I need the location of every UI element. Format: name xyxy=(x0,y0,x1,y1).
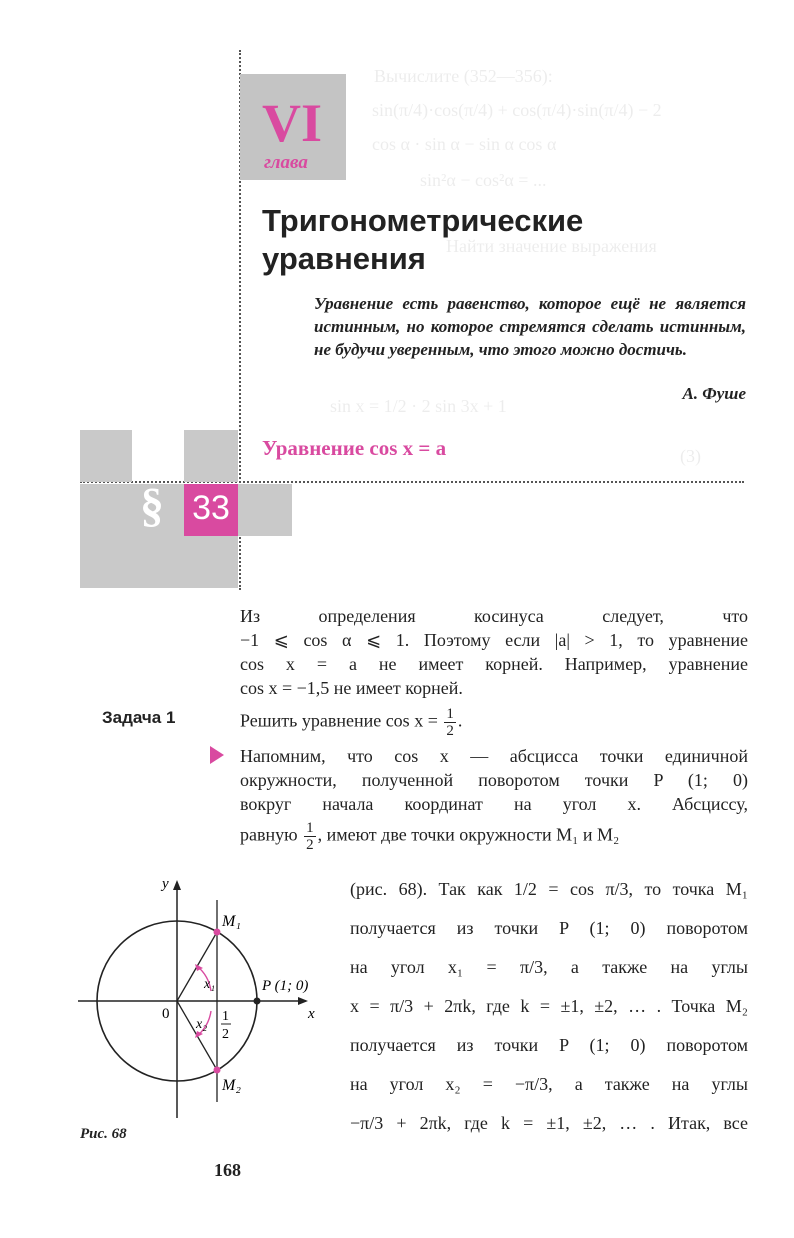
fraction xyxy=(304,820,316,853)
fraction xyxy=(444,706,456,739)
text-line: получается из точки P (1; 0) поворотом xyxy=(350,918,748,938)
chapter-title xyxy=(262,202,583,278)
task-label: Задача 1 xyxy=(102,708,176,727)
solution-paragraph xyxy=(240,744,748,853)
deco-block xyxy=(80,484,184,588)
deco-block xyxy=(184,536,238,588)
origin-label: 0 xyxy=(162,1006,170,1022)
task-tail: . xyxy=(457,710,463,731)
text-line: x = π/3 + 2πk, где k = ±1, ±2, … . Точка M₂ xyxy=(350,996,748,1016)
x2-label: x₂ xyxy=(196,1017,208,1032)
text-line xyxy=(240,820,748,853)
page-number: 168 xyxy=(214,1160,241,1180)
unit-circle-figure xyxy=(78,870,340,1120)
text-line: cos x = −1,5 не имеет корней. xyxy=(240,678,463,698)
fraction-numerator: 1 xyxy=(446,706,454,722)
deco-block xyxy=(238,484,292,536)
chapter-title-line: уравнения xyxy=(262,241,426,276)
section-sign-icon: § xyxy=(140,479,164,532)
deco-block xyxy=(80,430,132,482)
deco-block xyxy=(184,430,238,482)
point-m1 xyxy=(214,929,221,936)
x-axis-label: x xyxy=(308,1006,315,1022)
half-denominator: 2 xyxy=(222,1027,229,1042)
text-line: окружности, полученной поворотом точки P (1; 0) xyxy=(240,770,748,790)
text-line: Из определения косинуса следует, что xyxy=(240,606,748,626)
y-axis-arrow-icon xyxy=(173,880,181,890)
text-fragment: равную xyxy=(240,824,298,845)
p-label: P (1; 0) xyxy=(262,978,309,994)
epigraph: Уравнение есть равенство, которое ещё не является истинным, но которое стремятся сделать истинным, не будучи уверенным, что этого можно достичь. xyxy=(314,294,746,359)
epigraph-author: А. Фуше xyxy=(682,384,746,403)
text-line: −1 ⩽ cos α ⩽ 1. Поэтому если |a| > 1, то уравнение xyxy=(240,630,748,650)
half-numerator: 1 xyxy=(222,1009,229,1024)
text-line: на угол x₂ = −π/3, а также на углы xyxy=(350,1074,748,1094)
y-axis-label: y xyxy=(162,876,169,892)
text-line: −π/3 + 2πk, где k = ±1, ±2, … . Итак, все xyxy=(350,1113,748,1133)
section-number: 33 xyxy=(192,489,230,527)
section-title: Уравнение cos x = a xyxy=(262,436,447,460)
m1-label: M₁ xyxy=(222,913,241,930)
text-fragment: , имеют две точки окружности M₁ и M₂ xyxy=(317,824,620,845)
solution-arrow-icon xyxy=(210,746,224,764)
task-text: Решить уравнение cos x = xyxy=(240,710,438,731)
text-line: вокруг начала координат на угол x. Абсциссу, xyxy=(240,794,748,814)
right-column-text xyxy=(350,870,748,1143)
figure-caption: Рис. 68 xyxy=(80,1126,127,1142)
m2-label: M₂ xyxy=(222,1077,241,1094)
x1-label: x₁ xyxy=(204,977,216,992)
guide-line-horizontal xyxy=(80,481,744,483)
fraction-denominator: 2 xyxy=(446,723,454,739)
text-line: получается из точки P (1; 0) поворотом xyxy=(350,1035,748,1055)
point-m2 xyxy=(214,1067,221,1074)
chapter-title-line: Тригонометрические xyxy=(262,203,584,238)
text-line: (рис. 68). Так как 1/2 = cos π/3, то точка M₁ xyxy=(350,879,748,899)
chapter-label: глава xyxy=(264,152,308,173)
text-line: на угол x₁ = π/3, а также на углы xyxy=(350,957,748,977)
x-axis-arrow-icon xyxy=(298,997,308,1005)
fraction-numerator: 1 xyxy=(306,820,314,836)
intro-paragraph xyxy=(240,604,748,700)
fraction-denominator: 2 xyxy=(306,837,314,853)
point-p xyxy=(254,998,261,1005)
text-line: cos x = a не имеет корней. Например, уравнение xyxy=(240,654,748,674)
text-line: Напомним, что cos x — абсцисса точки единичной xyxy=(240,746,748,766)
task-statement xyxy=(240,706,748,739)
chapter-number: VI xyxy=(262,93,323,153)
